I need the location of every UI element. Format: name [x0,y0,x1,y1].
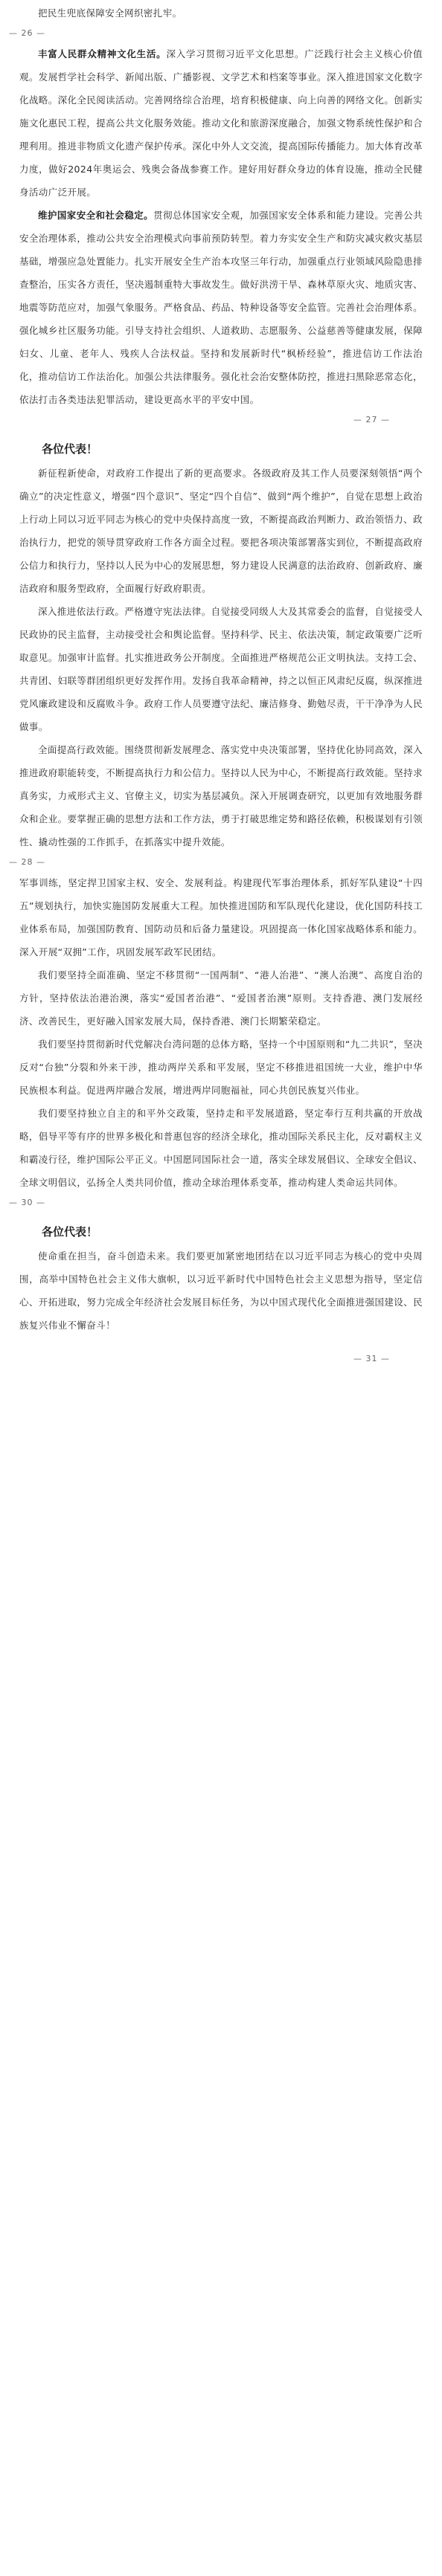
page-number: — 26 — [9,28,45,38]
paragraph: 军事训练，坚定捍卫国家主权、安全、发展利益。构建现代军事治理体系，抓好军队建设“十四五”规划执行，加快实施国防发展重大工程。加快推进国防和军队现代化建设，优化国防科技工业体系布局，加强国防教育、国防动员和后备力量建设。巩固提高一体化国家战略体系和能力。深入开展“双拥”工作，巩固发展军政军民团结。 [19,877,423,958]
page-number: — 31 — [353,1354,390,1363]
page-number: — 28 — [9,857,45,867]
document-page [0,1,442,2576]
paragraph: 使命重在担当，奋斗创造未来。我们要更加紧密地团结在以习近平同志为核心的党中央周围，高举中国特色社会主义伟大旗帜，以习近平新时代中国特色社会主义思想为指导，坚定信心、开拓进取，努力完成全年经济社会发展目标任务，为以中国式现代化全面推进强国建设、民族复兴伟业不懈奋斗！ [19,1250,423,1331]
page-number: — 27 — [353,415,390,425]
paragraph-lead: 维护国家安全和社会稳定。 [38,210,154,221]
paragraph: 我们要坚持独立自主的和平外交政策，坚持走和平发展道路，坚定奉行互利共赢的开放战略，倡导平等有序的世界多极化和普惠包容的经济全球化，推动国际关系民主化，反对霸权主义和霸凌行径，维护国际公平正义。中国愿同国际社会一道，落实全球发展倡议、全球安全倡议、全球文明倡议，弘扬全人类共同价值，推动全球治理体系变革，推动构建人类命运共同体。 [19,1108,423,1188]
page-number: — 30 — [9,1198,45,1207]
paragraph: 全面提高行政效能。围绕贯彻新发展理念、落实党中央决策部署，坚持优化协同高效，深入推进政府职能转变，不断提高执行力和公信力。坚持以人民为中心，不断提高行政效能。坚持求真务实，力戒形式主义、官僚主义，切实为基层减负。深入开展调查研究，以更加有效地服务群众和企业。要掌握正确的思想方法和工作方法，勇于打破思维定势和路径依赖，积极谋划有引领性、撬动性强的工作抓手，在抓落实中提升效能。 [19,744,423,848]
paragraph [0,204,442,411]
paragraph: 新征程新使命，对政府工作提出了新的更高要求。各级政府及其工作人员要深刻领悟“两个确立”的决定性意义，增强“四个意识”、坚定“四个自信”、做到“两个维护”，自觉在思想上政治上行动上同以习近平同志为核心的党中央保持高度一致，不断提高政治判断力、政治领悟力、政治执行力，把党的领导贯穿政府工作各方面全过程。要把各项决策部署落实到位，不断提高政府公信力和执行力，坚持以人民为中心的发展思想，努力建设人民满意的法治政府、创新政府、廉洁政府和服务型政府，全面履行好政府职责。 [19,468,423,594]
paragraph: 把民生兜底保障安全网织密扎牢。 [38,7,182,19]
paragraph-body: 深入学习贯彻习近平文化思想。广泛践行社会主义核心价值观。发展哲学社会科学、新闻出版、广播影视、文学艺术和档案等事业。深入推进国家文化数字化战略。深化全民阅读活动。完善网络综合治理，培育积极健康、向上向善的网络文化。创新实施文化惠民工程，提高公共文化服务效能。推动文化和旅游深度融合，加强文物系统性保护和合理利用。推进非物质文化遗产保护传承。深化中外人文交流，提高国际传播能力。加大体育改革力度，做好2024年奥运会、残奥会备战参赛工作。建好用好群众身边的体育设施，推动全民健身活动广泛开展。 [19,48,423,198]
paragraph: 我们要坚持全面准确、坚定不移贯彻“一国两制”、“港人治港”、“澳人治澳”、高度自治的方针，坚持依法治港治澳，落实“爱国者治港”、“爱国者治澳”原则。支持香港、澳门发展经济、改善民生，更好融入国家发展大局，保持香港、澳门长期繁荣稳定。 [19,969,423,1027]
paragraph: 深入推进依法行政。严格遵守宪法法律。自觉接受同级人大及其常委会的监督，自觉接受人民政协的民主监督，主动接受社会和舆论监督。坚持科学、民主、依法决策，制定政策要广泛听取意见。加强审计监督。扎实推进政务公开制度。全面推进严格规范公正文明执法。支持工会、共青团、妇联等群团组织更好发挥作用。发扬自我革命精神，持之以恒正风肃纪反腐，纵深推进党风廉政建设和反腐败斗争。政府工作人员要遵守法纪、廉洁修身、勤勉尽责，干干净净为人民做事。 [19,606,423,732]
paragraph-lead: 丰富人民群众精神文化生活。 [38,48,167,59]
section-heading: 各位代表！ [42,1225,98,1239]
paragraph: 我们要坚持贯彻新时代党解决台湾问题的总体方略，坚持一个中国原则和“九二共识”，坚决反对“台独”分裂和外来干涉，推动两岸关系和平发展，坚定不移推进祖国统一大业，维护中华民族根本利益。促进两岸融合发展，增进两岸同胞福祉，同心共创民族复兴伟业。 [19,1039,423,1096]
paragraph-body: 贯彻总体国家安全观，加强国家安全体系和能力建设。完善公共安全治理体系，推动公共安全治理模式向事前预防转型。着力夯实安全生产和防灾减灾救灾基层基础，增强应急处置能力。扎实开展安全生产治本攻坚三年行动，加强重点行业领域风险隐患排查整治，压实各方责任，坚决遏制重特大事故发生。做好洪涝干旱、森林草原火灾、地质灾害、地震等防范应对，加强气象服务。严格食品、药品、特种设备等安全监管。完善社会治理体系。强化城乡社区服务功能。引导支持社会组织、人道救助、志愿服务、公益慈善等健康发展，保障妇女、儿童、老年人、残疾人合法权益。坚持和发展新时代“枫桥经验”，推进信访工作法治化，推动信访工作法治化。加强公共法律服务。强化社会治安整体防控，推进扫黑除恶常态化，依法打击各类违法犯罪活动，建设更高水平的平安中国。 [19,210,423,405]
paragraph [0,42,442,204]
section-heading: 各位代表！ [42,442,98,456]
